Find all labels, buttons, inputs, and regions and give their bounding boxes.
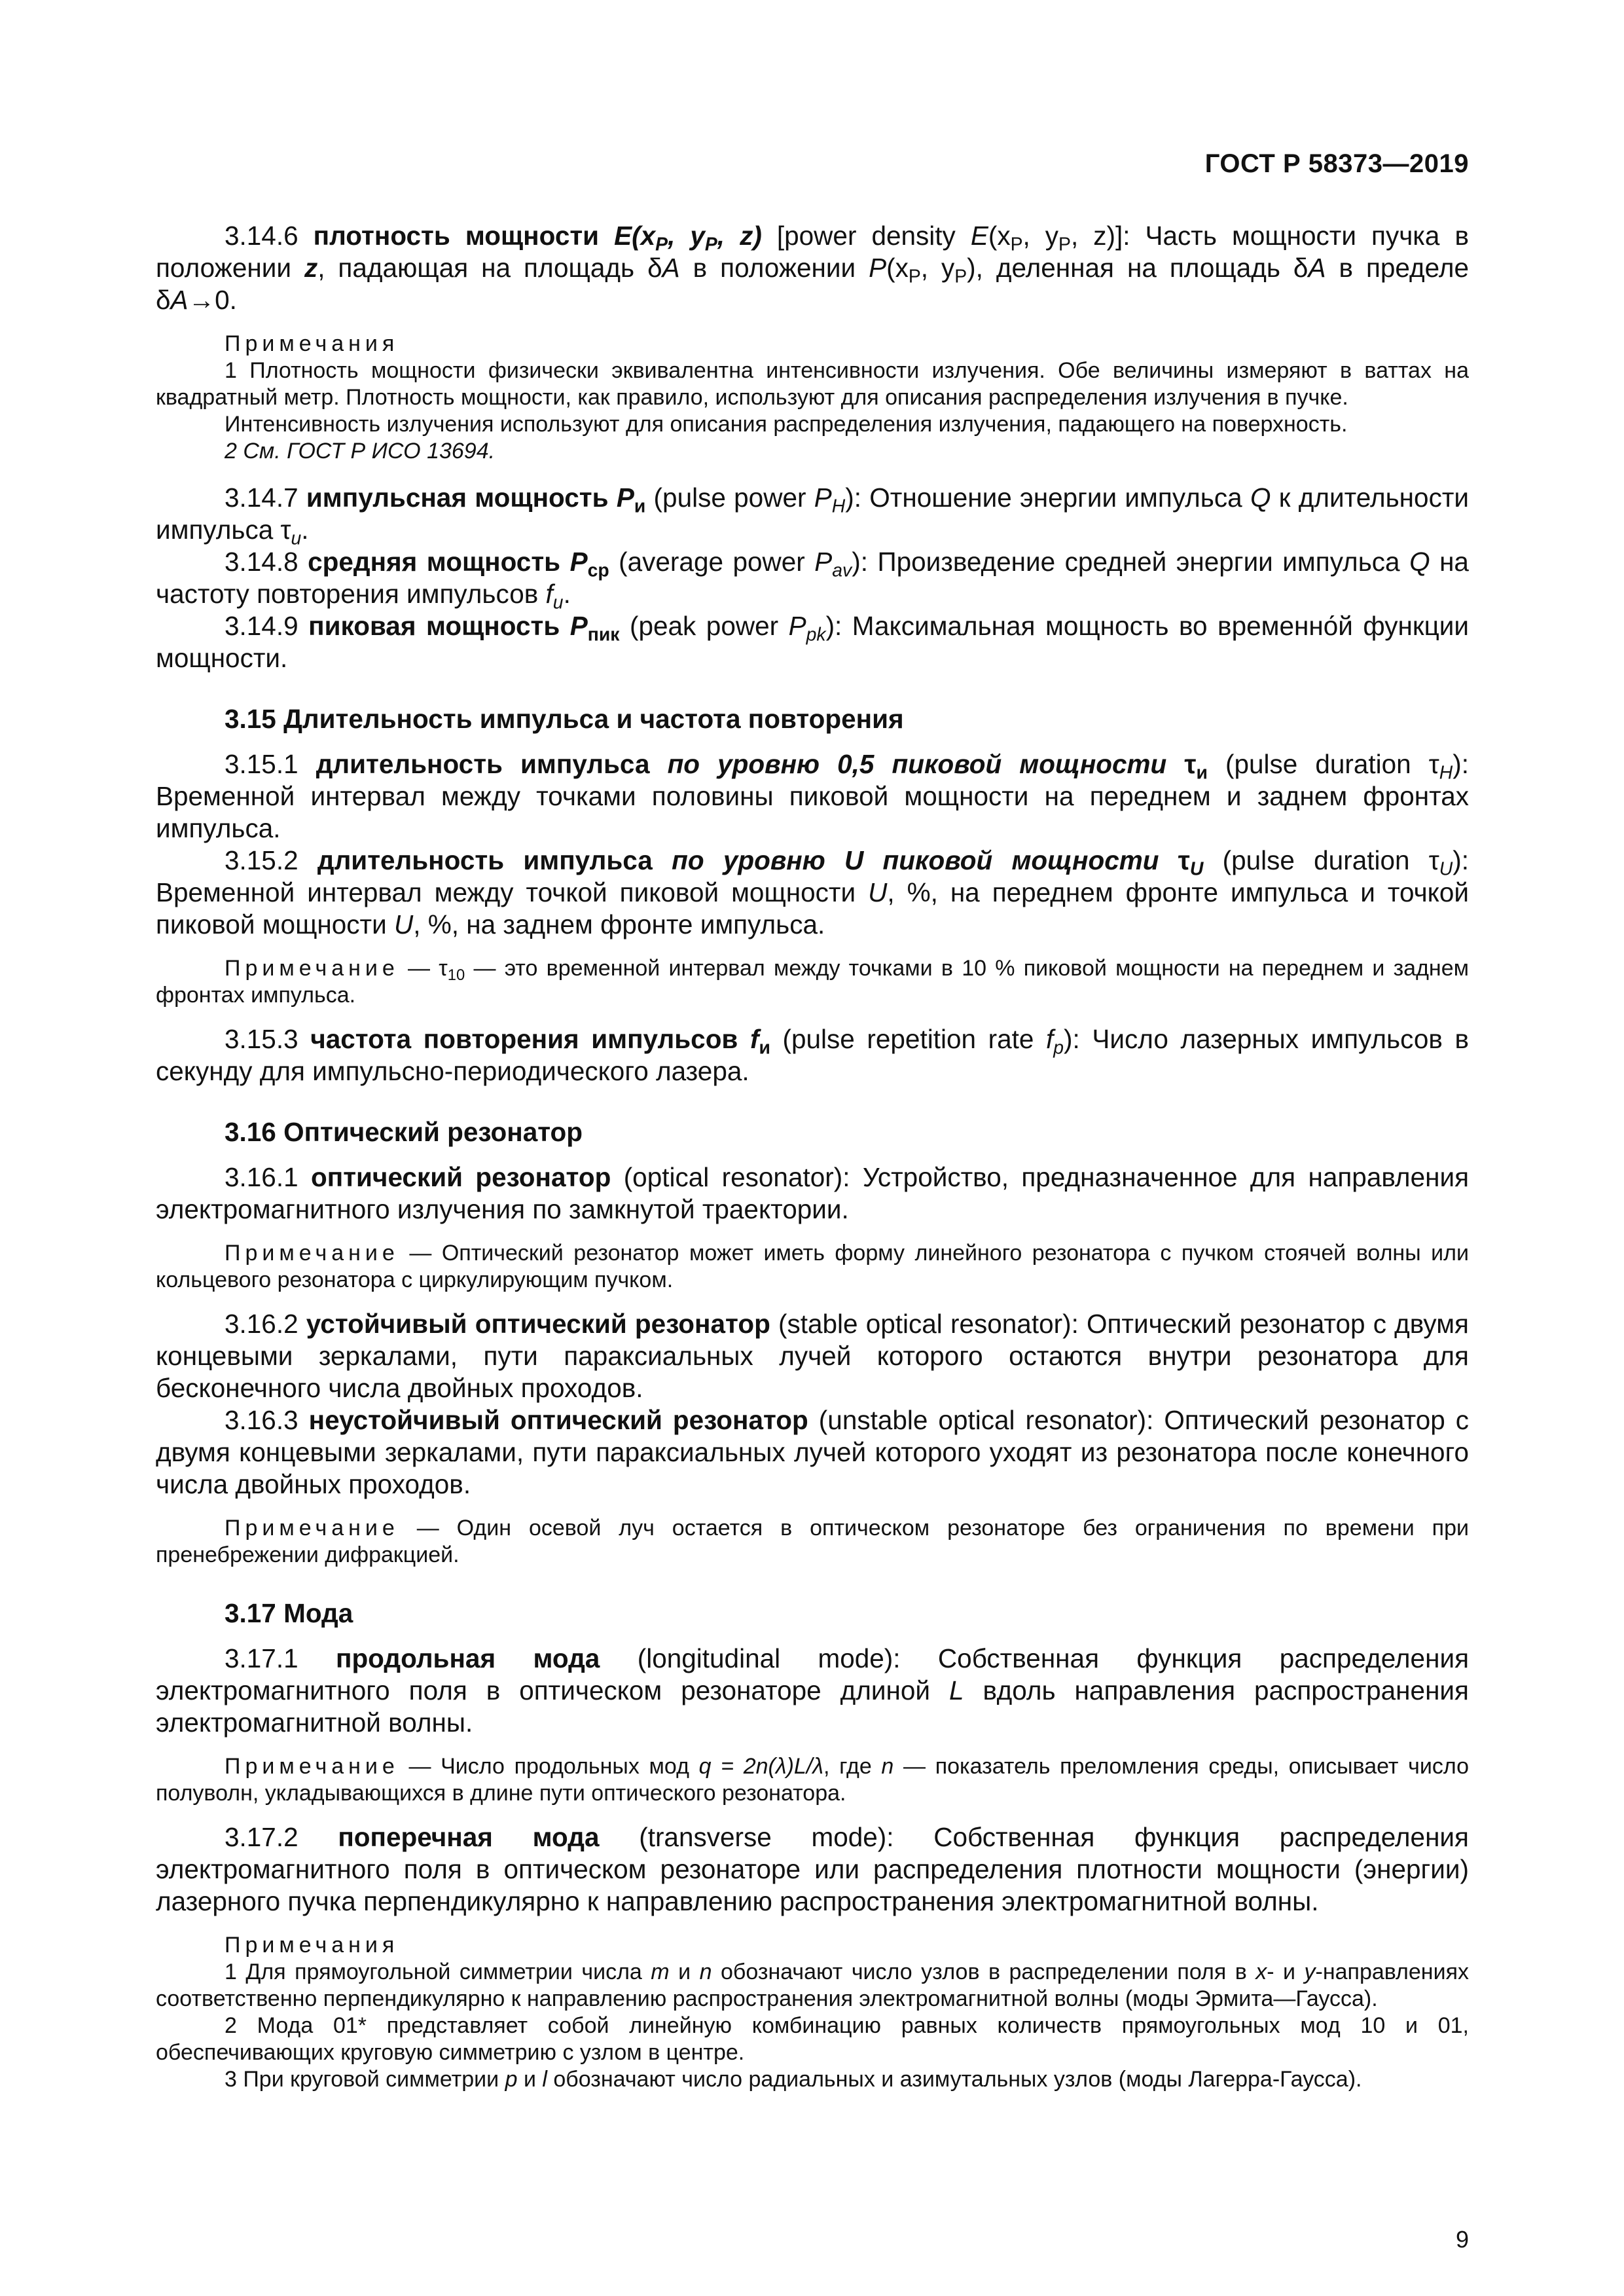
note-3-15-2: Примечание — $\tau_{10}$ — это временной интервал между точками в 10 % пиковой мощности на переднем и заднем фронтах импульса. — [156, 956, 1469, 1008]
document-body — [156, 220, 1469, 2093]
term-3-16-2: 3.16.2 устойчивый оптический резонатор (stable optical resonator): Оптический резонатор с двумя концевыми зеркалами, пути параксиальных лучей которого остаются внутри резонатора для бесконечного числа двойных проходов. — [156, 1309, 1469, 1403]
term-3-15-1: 3.15.1 длительность импульса по уровню 0,5 пиковой мощности $\tau_и$ (pulse duration $\tau_H$): Временной интервал между точками половины пиковой мощности на переднем и заднем фронтах импульса. — [156, 749, 1470, 843]
term-3-14-7: 3.14.7 импульсная мощность $P_и$ (pulse power $P_H$): Отношение энергии импульса Q к длительности импульса $\tau_и$. — [156, 483, 1469, 549]
term-3-17-2: 3.17.2 поперечная мода (transverse mode): Собственная функция распределения электромагнитного поля в оптическом резонаторе или распределения плотности мощности (энергии) лазерного пучка перпендикулярно к направлению распространения электромагнитной волны. — [156, 1822, 1469, 1916]
term-3-15-3: 3.15.3 частота повторения импульсов $f_и$ (pulse repetition rate $f_p$): Число лазерных импульсов в секунду для импульсно-периодического лазера. — [156, 1024, 1469, 1086]
note-text: 3 При круговой симметрии p и l обозначают число радиальных и азимутальных узлов (моды Лагерра-Гаусса). — [225, 2067, 1362, 2092]
section-heading-3-17: 3.17 Мода — [225, 1598, 353, 1628]
term-3-14-6: 3.14.6 плотность мощности $E(x_P$, $y_P$, z) [power density $E(x_P$, $y_P$, z)]: Часть мощности пучка в положении z, падающая на площадь δA в положении $P(x_P$, $y_P$), деленная на площадь δA в пределе δA→0. — [156, 221, 1470, 315]
note-3-17-1: Примечание — Число продольных мод q = 2n(λ)L/λ, где n — показатель преломления среды, описывает число полуволн, укладывающихся в длине пути оптического резонатора. — [156, 1754, 1469, 1806]
document-code-header: ГОСТ Р 58373—2019 — [1204, 149, 1469, 178]
note-title: Примечания — [225, 1933, 399, 1958]
note-text: Интенсивность излучения используют для описания распределения излучения, падающего на поверхность. — [225, 412, 1348, 437]
section-heading-3-16: 3.16 Оптический резонатор — [225, 1117, 583, 1147]
term-3-14-8: 3.14.8 средняя мощность $P_{ср}$ (average power $P_{av}$): Произведение средней энергии импульса Q на частоту повторения импульсов $f_и$. — [156, 547, 1469, 613]
term-3-15-2: 3.15.2 длительность импульса по уровню U пиковой мощности $\tau_U$ (pulse duration $\tau_U$): Временной интервал между точкой пиковой мощности U, %, на переднем фронте импульса и точкой пиковой мощности U, %, на заднем фронте импульса. — [156, 845, 1470, 939]
term-3-14-9: 3.14.9 пиковая мощность $P_{пик}$ (peak power $P_{pk}$): Максимальная мощность во временно́й функции мощности. — [156, 611, 1470, 673]
document-page — [156, 0, 1469, 2296]
note-text: 2 См. ГОСТ Р ИСО 13694. — [225, 439, 496, 464]
note-3-16-1: Примечание — Оптический резонатор может иметь форму линейного резонатора с пучком стоячей волны или кольцевого резонатора с циркулирующим пучком. — [156, 1241, 1469, 1292]
note-3-16-3: Примечание — Один осевой луч остается в оптическом резонаторе без ограничения по времени при пренебрежении дифракцией. — [156, 1516, 1469, 1567]
section-heading-3-15: 3.15 Длительность импульса и частота повторения — [225, 704, 904, 734]
term-3-16-1: 3.16.1 оптический резонатор (optical resonator): Устройство, предназначенное для направления электромагнитного излучения по замкнутой траектории. — [156, 1162, 1470, 1224]
term-3-17-1: 3.17.1 продольная мода (longitudinal mode): Собственная функция распределения электромагнитного поля в оптическом резонаторе длиной L вдоль направления распространения электромагнитной волны. — [156, 1643, 1469, 1738]
note-text: 1 Для прямоугольной симметрии числа m и n обозначают число узлов в распределении поля в x- и y-направлениях соответственно перпендикулярно к направлению распространения электромагнитной волны (моды Эрмита—Гаусса). — [156, 1959, 1469, 2011]
note-text: 1 Плотность мощности физически эквивалентна интенсивности излучения. Обе величины измеряют в ваттах на квадратный метр. Плотность мощности, как правило, используют для описания распределения излучения в пучке. — [156, 358, 1469, 410]
page-number: 9 — [1455, 2226, 1469, 2253]
note-title: Примечания — [225, 331, 399, 356]
term-3-16-3: 3.16.3 неустойчивый оптический резонатор (unstable optical resonator): Оптический резонатор с двумя концевыми зеркалами, пути параксиальных лучей которого уходят из резонатора после конечного числа двойных проходов. — [156, 1405, 1470, 1499]
note-text: 2 Мода 01* представляет собой линейную комбинацию равных количеств прямоугольных мод 10 и 01, обеспечивающих круговую симметрию с узлом в центре. — [156, 2013, 1469, 2065]
